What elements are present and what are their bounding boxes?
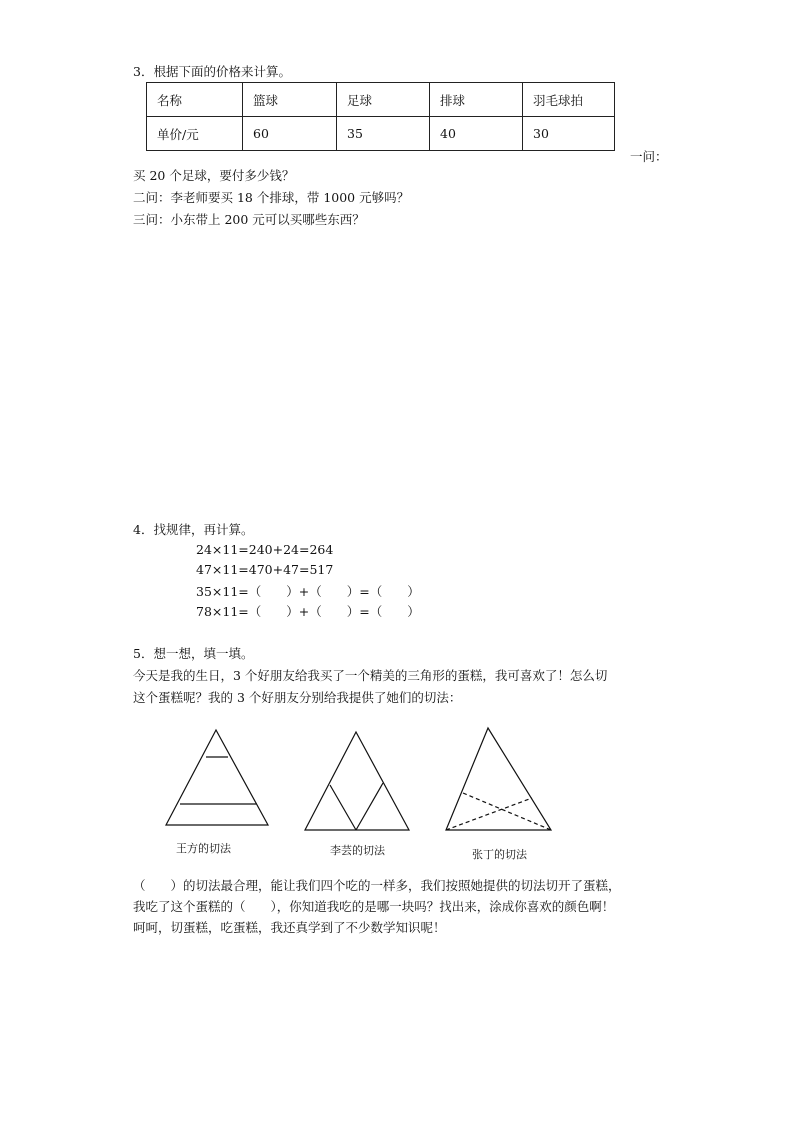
triangle-1 [166, 730, 268, 825]
q4-line: 35×11=（ ）+（ ）=（ ） [196, 584, 420, 599]
q3-third-question: 三问：小东带上 200 元可以买哪些东西？ [133, 212, 365, 227]
table-cell: 60 [243, 117, 337, 151]
q5-intro-line: 今天是我的生日，3 个好朋友给我买了一个精美的三角形的蛋糕，我可喜欢了！怎么切 [133, 668, 608, 683]
table-cell: 排球 [430, 83, 523, 117]
q5-outro-line: 我吃了这个蛋糕的（ ），你知道我吃的是哪一块吗？找出来，涂成你喜欢的颜色啊！ [133, 899, 615, 914]
table-cell: 35 [337, 117, 430, 151]
q4-title: 4．找规律，再计算。 [133, 522, 254, 537]
table-cell: 30 [523, 117, 615, 151]
diagram-caption: 李芸的切法 [330, 844, 385, 857]
q4-line: 47×11=470+47=517 [196, 562, 334, 577]
q5-outro-line: （ ）的切法最合理，能让我们四个吃的一样多，我们按照她提供的切法切开了蛋糕， [133, 878, 621, 893]
q3-first-question: 买 20 个足球，要付多少钱？ [133, 168, 295, 183]
table-cell: 篮球 [243, 83, 337, 117]
table-cell: 40 [430, 117, 523, 151]
triangle-2 [305, 732, 409, 830]
q4-line: 78×11=（ ）+（ ）=（ ） [196, 604, 420, 619]
table-cell: 足球 [337, 83, 430, 117]
q4-line: 24×11=240+24=264 [196, 542, 334, 557]
q3-second-question: 二问：李老师要买 18 个排球，带 1000 元够吗？ [133, 190, 410, 205]
diagram-caption: 王方的切法 [176, 842, 231, 855]
table-cell: 名称 [147, 83, 243, 117]
table-cell: 羽毛球拍 [523, 83, 615, 117]
q5-title: 5．想一想，填一填。 [133, 646, 254, 661]
diagram-caption: 张丁的切法 [472, 848, 527, 861]
triangle-3 [446, 728, 551, 830]
q3-first-question-label: 一问： [630, 149, 668, 164]
q5-intro-line: 这个蛋糕呢？我的 3 个好朋友分别给我提供了她们的切法： [133, 690, 462, 705]
q5-outro-line: 呵呵，切蛋糕，吃蛋糕，我还真学到了不少数学知识呢！ [133, 920, 446, 935]
q3-title: 3．根据下面的价格来计算。 [133, 64, 291, 79]
table-cell: 单价/元 [147, 117, 243, 151]
